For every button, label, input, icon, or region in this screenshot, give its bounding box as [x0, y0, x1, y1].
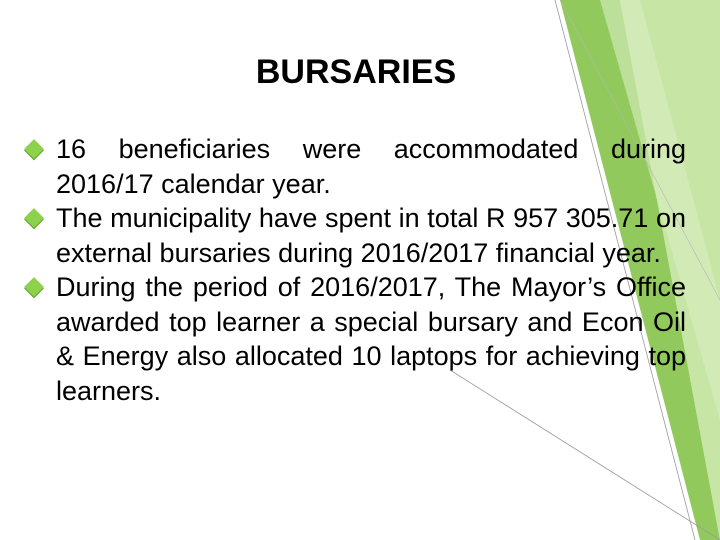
- bullet-item: [22, 270, 686, 408]
- bullet-item: [22, 132, 686, 201]
- bullet-text: During the period of 2016/2017, The Mayor’s Office awarded top learner a special bursary and Econ Oil & Energy also allocated 10 laptops for achieving top learners.: [56, 272, 686, 406]
- slide-title: BURSARIES: [255, 53, 457, 91]
- bullet-item: [22, 201, 686, 270]
- diamond-bullet-icon: [24, 277, 44, 297]
- diamond-bullet-icon: [24, 139, 44, 159]
- bullet-text: The municipality have spent in total R 957 305.71 on external bursaries during 2016/2017 financial year.: [56, 203, 686, 268]
- bullet-text: 16 beneficiaries were accommodated during 2016/17 calendar year.: [56, 134, 686, 199]
- diamond-bullet-icon: [24, 208, 44, 228]
- bullet-list: [22, 132, 686, 408]
